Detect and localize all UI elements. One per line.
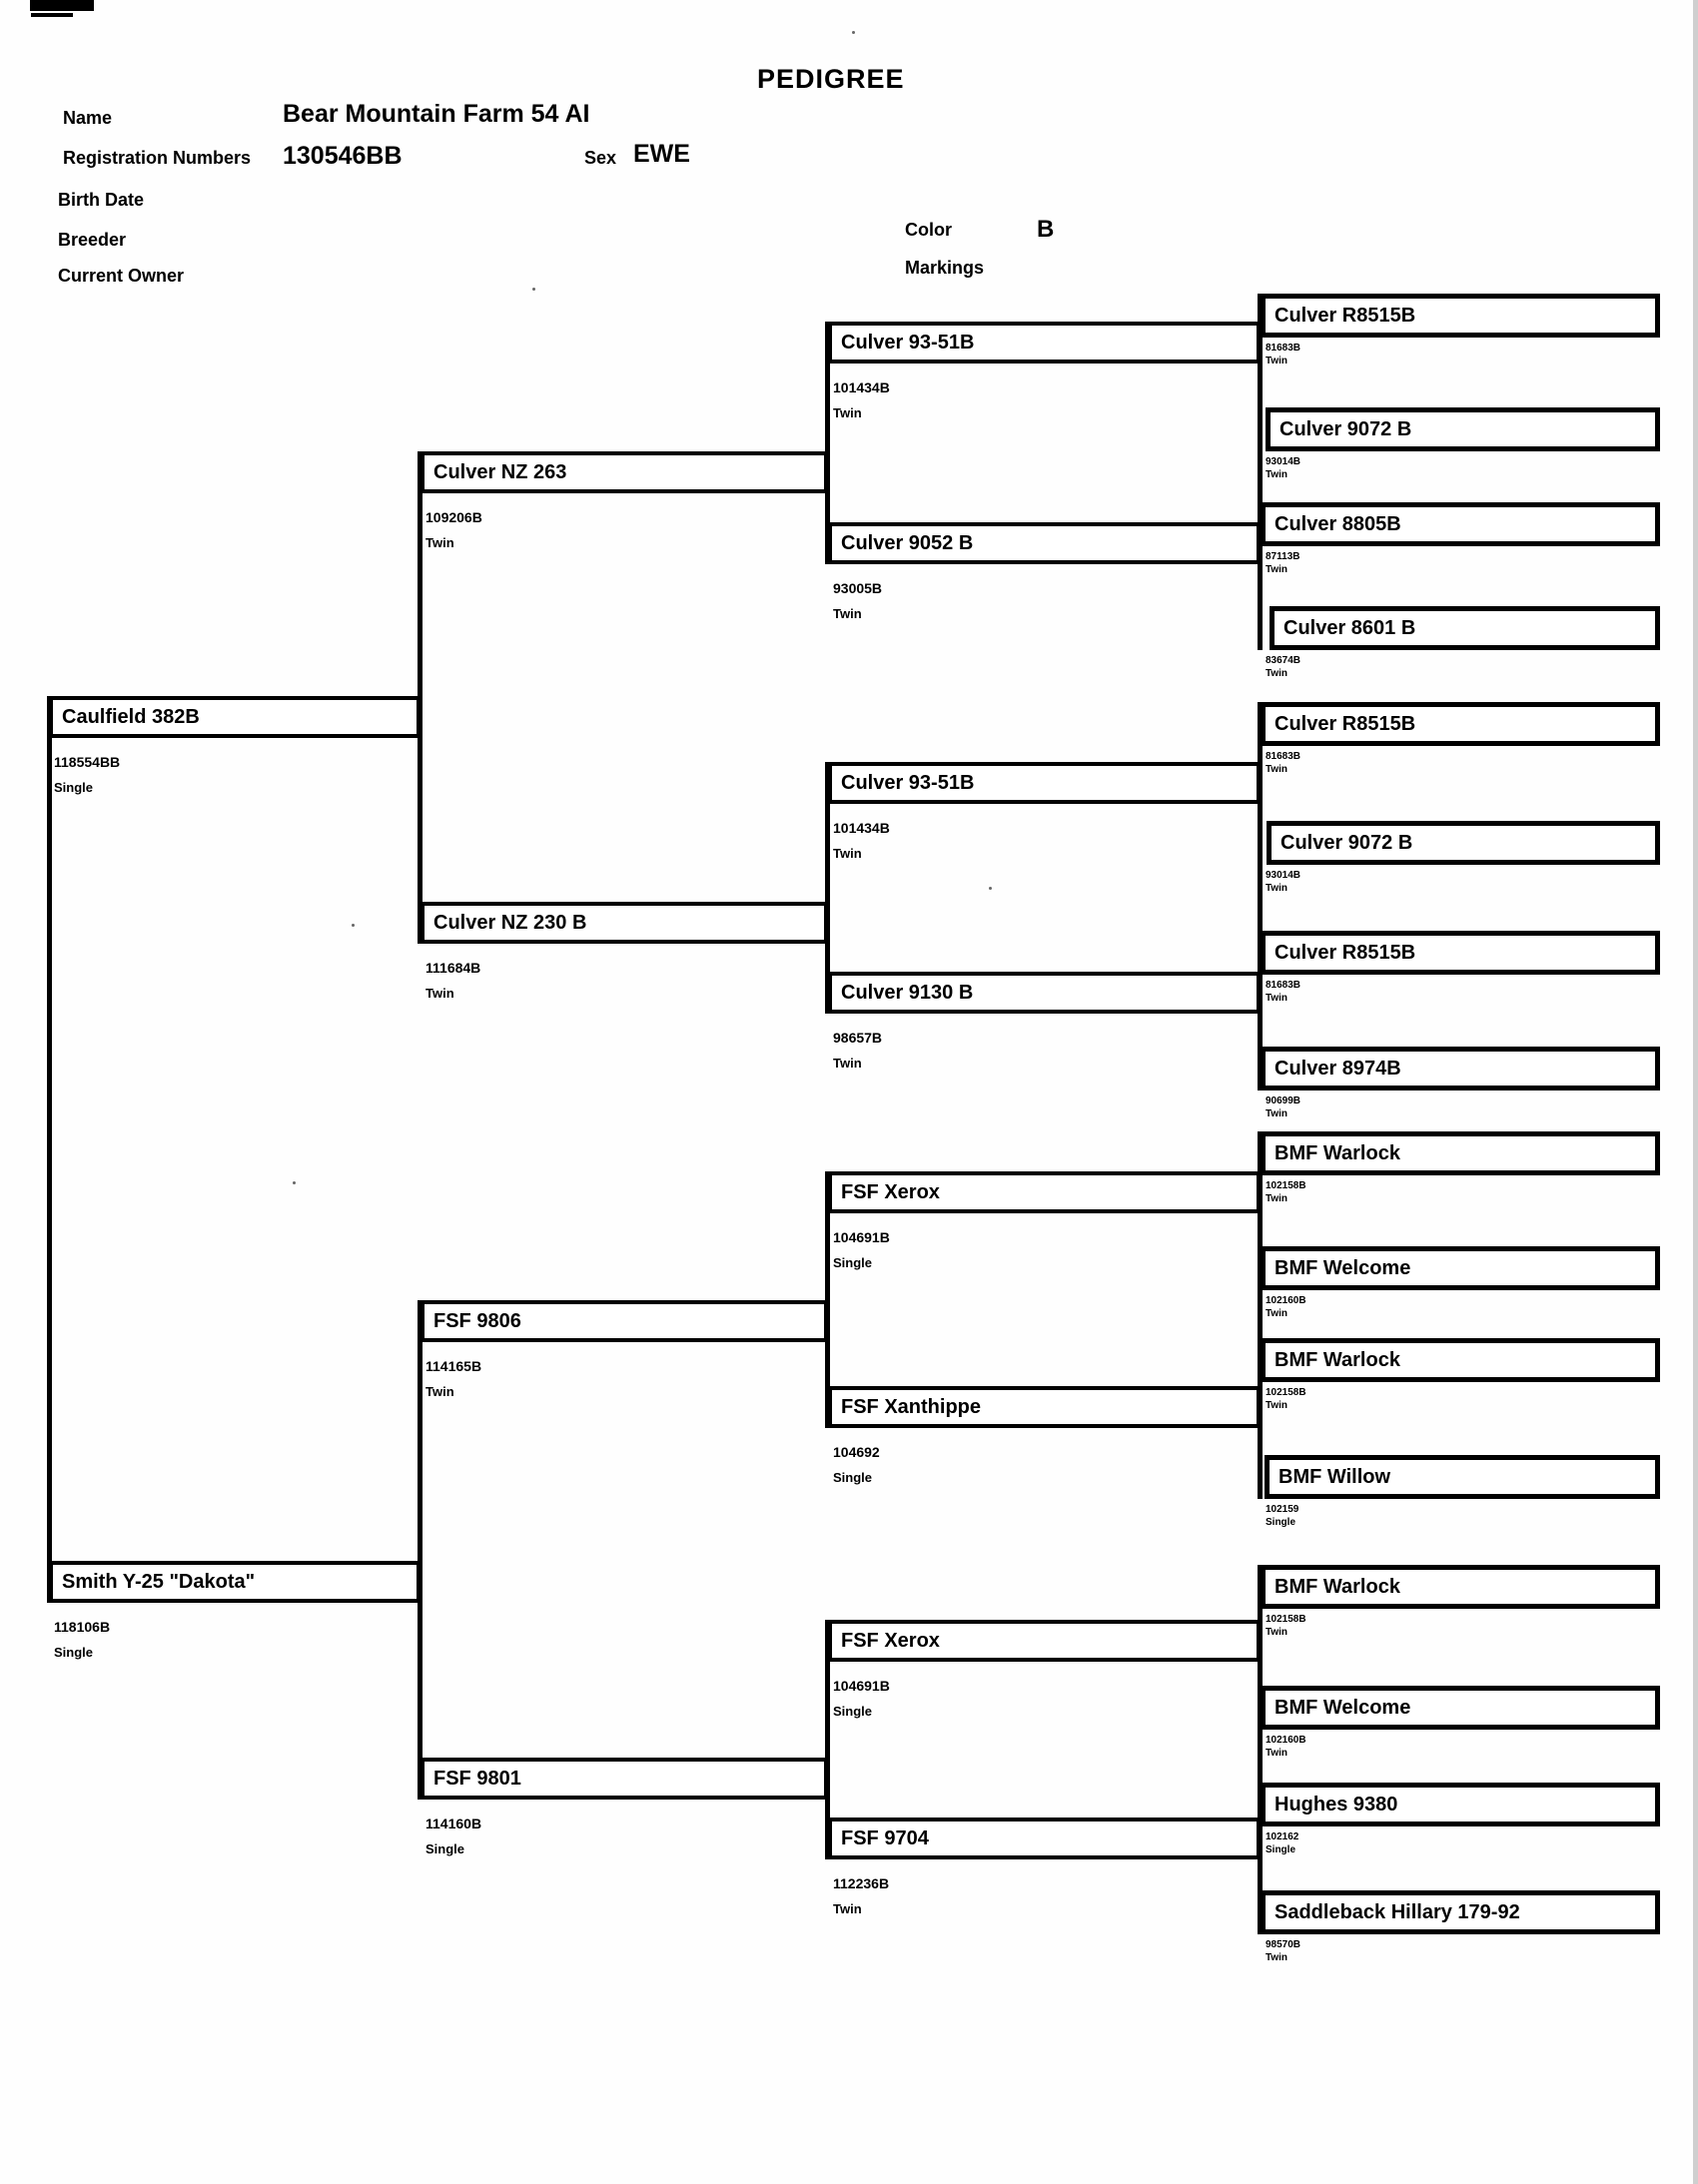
page-title: PEDIGREE xyxy=(757,64,905,94)
birth-type: Single xyxy=(833,1255,873,1270)
pedigree-node-ddsd xyxy=(1261,1686,1660,1730)
animal-name: Culver 8974B xyxy=(1274,1057,1401,1080)
birth-type: Twin xyxy=(833,1056,862,1071)
birth-type: Twin xyxy=(1266,564,1288,575)
birth-type: Single xyxy=(54,780,94,795)
pedigree-node-ddd xyxy=(828,1818,1261,1859)
registration-number: 104691B xyxy=(833,1229,890,1245)
pedigree-node-sddd xyxy=(1261,1047,1660,1091)
pedigree-node-sss xyxy=(828,322,1261,364)
registration-number: 81683B xyxy=(1266,980,1301,991)
registration-number: 98657B xyxy=(833,1030,883,1046)
pedigree-node-dddd xyxy=(1261,1890,1660,1934)
animal-name: Culver 8601 B xyxy=(1283,616,1416,639)
registration-number: 81683B xyxy=(1266,751,1301,762)
birth-type: Twin xyxy=(425,986,454,1001)
animal-name: Culver 9072 B xyxy=(1279,417,1412,440)
registration-number: 118554BB xyxy=(54,754,121,770)
pedigree-node-dss xyxy=(828,1171,1261,1213)
registration-number: 93014B xyxy=(1266,456,1301,467)
pedigree-node-dsdd xyxy=(1265,1455,1660,1499)
animal-name: FSF 9806 xyxy=(433,1309,521,1332)
animal-name: Hughes 9380 xyxy=(1274,1793,1398,1816)
animal-name: Culver R8515B xyxy=(1274,941,1416,964)
birth-type: Single xyxy=(833,1704,873,1719)
registration-number: 112236B xyxy=(833,1875,890,1891)
registration-number: 102158B xyxy=(1266,1387,1306,1398)
pedigree-node-ds xyxy=(421,1300,828,1342)
pedigree-connector-line xyxy=(418,1300,423,1800)
birth-type: Twin xyxy=(1266,1400,1288,1411)
animal-name: Culver 93-51B xyxy=(841,331,975,354)
animal-name: BMF Warlock xyxy=(1274,1141,1400,1164)
animal-name: BMF Warlock xyxy=(1274,1348,1400,1371)
animal-name: FSF 9704 xyxy=(841,1826,929,1849)
animal-name: FSF Xanthippe xyxy=(841,1395,981,1418)
pedigree-node-s xyxy=(49,696,421,738)
birth-type: Twin xyxy=(1266,1627,1288,1638)
birth-type: Twin xyxy=(1266,883,1288,894)
registration-number: 102162 xyxy=(1266,1831,1299,1842)
animal-name: Culver 93-51B xyxy=(841,771,975,794)
registration-number: 87113B xyxy=(1266,551,1300,562)
birth-date-label: Birth Date xyxy=(58,190,145,210)
registration-number: 101434B xyxy=(833,379,890,395)
animal-name: FSF Xerox xyxy=(841,1180,940,1203)
registration-number: 104691B xyxy=(833,1678,890,1694)
pedigree-node-ssd xyxy=(828,522,1261,564)
animal-name: Saddleback Hillary 179-92 xyxy=(1274,1900,1520,1923)
birth-type: Twin xyxy=(1266,1193,1288,1204)
pedigree-node-sds xyxy=(828,762,1261,804)
birth-type: Single xyxy=(1266,1517,1296,1528)
pedigree-node-dssd xyxy=(1261,1246,1660,1290)
animal-name: Caulfield 382B xyxy=(62,705,200,728)
registration-number: 83674B xyxy=(1266,655,1301,666)
birth-type: Twin xyxy=(425,1384,454,1399)
registration-number: 104692 xyxy=(833,1444,880,1460)
animal-name: Culver R8515B xyxy=(1274,304,1416,327)
birth-type: Twin xyxy=(1266,469,1288,480)
name-label: Name xyxy=(63,108,113,128)
pedigree-node-sdsd xyxy=(1267,821,1660,865)
animal-name: BMF Willow xyxy=(1278,1465,1391,1488)
birth-type: Twin xyxy=(1266,668,1288,679)
registration-number: 90699B xyxy=(1266,1095,1301,1106)
color-value: B xyxy=(1037,216,1055,243)
animal-name: Culver R8515B xyxy=(1274,712,1416,735)
birth-type: Twin xyxy=(833,1901,862,1916)
name-value: Bear Mountain Farm 54 AI xyxy=(283,100,590,128)
pedigree-node-dsd xyxy=(828,1386,1261,1428)
animal-name: BMF Warlock xyxy=(1274,1575,1400,1598)
registration-value: 130546BB xyxy=(283,142,403,170)
registration-number: 114160B xyxy=(425,1816,482,1831)
birth-type: Twin xyxy=(425,535,454,550)
pedigree-node-ddds xyxy=(1261,1783,1660,1826)
registration-number: 114165B xyxy=(425,1358,482,1374)
birth-type: Twin xyxy=(1266,356,1288,366)
birth-type: Single xyxy=(425,1841,465,1856)
animal-name: FSF Xerox xyxy=(841,1629,940,1652)
registration-number: 111684B xyxy=(425,960,481,976)
registration-number: 102160B xyxy=(1266,1735,1306,1746)
sex-label: Sex xyxy=(584,148,617,168)
birth-type: Twin xyxy=(1266,993,1288,1004)
color-label: Color xyxy=(905,220,952,240)
animal-name: Smith Y-25 "Dakota" xyxy=(62,1570,256,1593)
pedigree-node-sd xyxy=(421,902,828,944)
registration-label: Registration Numbers xyxy=(63,148,252,168)
pedigree-node-ddss xyxy=(1261,1565,1660,1609)
pedigree-node-sdds xyxy=(1261,931,1660,975)
pedigree-node-ss xyxy=(421,451,828,493)
pedigree-node-d xyxy=(49,1561,421,1603)
animal-name: FSF 9801 xyxy=(433,1767,521,1790)
pedigree-connector-line xyxy=(1258,702,1263,1091)
birth-type: Twin xyxy=(1266,764,1288,775)
animal-name: BMF Welcome xyxy=(1274,1256,1411,1279)
pedigree-node-dd xyxy=(421,1758,828,1800)
birth-type: Twin xyxy=(833,606,862,621)
registration-number: 102158B xyxy=(1266,1614,1306,1625)
birth-type: Twin xyxy=(1266,1952,1288,1963)
animal-name: Culver 8805B xyxy=(1274,512,1401,535)
pedigree-node-sdss xyxy=(1261,702,1660,746)
birth-type: Single xyxy=(833,1470,873,1485)
birth-type: Twin xyxy=(833,846,862,861)
pedigree-node-dds xyxy=(828,1620,1261,1662)
animal-name: BMF Welcome xyxy=(1274,1696,1411,1719)
pedigree-node-sssd xyxy=(1266,407,1660,451)
registration-number: 102158B xyxy=(1266,1180,1306,1191)
pedigree-node-ssds xyxy=(1261,502,1660,546)
breeder-label: Breeder xyxy=(58,230,127,250)
pedigree-node-ssdd xyxy=(1270,606,1660,650)
animal-name: Culver 9072 B xyxy=(1280,831,1413,854)
registration-number: 102160B xyxy=(1266,1295,1306,1306)
registration-number: 118106B xyxy=(54,1619,111,1635)
registration-number: 81683B xyxy=(1266,343,1301,354)
current-owner-label: Current Owner xyxy=(58,266,185,286)
pedigree-node-ssss xyxy=(1261,294,1660,338)
birth-type: Single xyxy=(54,1645,94,1660)
animal-name: Culver 9130 B xyxy=(841,981,974,1004)
registration-number: 102159 xyxy=(1266,1504,1299,1515)
pedigree-connector-line xyxy=(47,696,52,1603)
birth-type: Twin xyxy=(1266,1108,1288,1119)
birth-type: Twin xyxy=(833,405,862,420)
registration-number: 98570B xyxy=(1266,1939,1301,1950)
animal-name: Culver NZ 263 xyxy=(433,460,567,483)
registration-number: 93005B xyxy=(833,580,883,596)
pedigree-node-dsss xyxy=(1261,1131,1660,1175)
markings-label: Markings xyxy=(905,258,985,278)
pedigree-node-dsds xyxy=(1261,1338,1660,1382)
registration-number: 109206B xyxy=(425,509,482,525)
registration-number: 101434B xyxy=(833,820,890,836)
birth-type: Single xyxy=(1266,1844,1296,1855)
registration-number: 93014B xyxy=(1266,870,1301,881)
sex-value: EWE xyxy=(633,140,690,168)
animal-name: Culver 9052 B xyxy=(841,531,974,554)
birth-type: Twin xyxy=(1266,1308,1288,1319)
birth-type: Twin xyxy=(1266,1748,1288,1759)
pedigree-node-sdd xyxy=(828,972,1261,1014)
animal-name: Culver NZ 230 B xyxy=(433,911,587,934)
